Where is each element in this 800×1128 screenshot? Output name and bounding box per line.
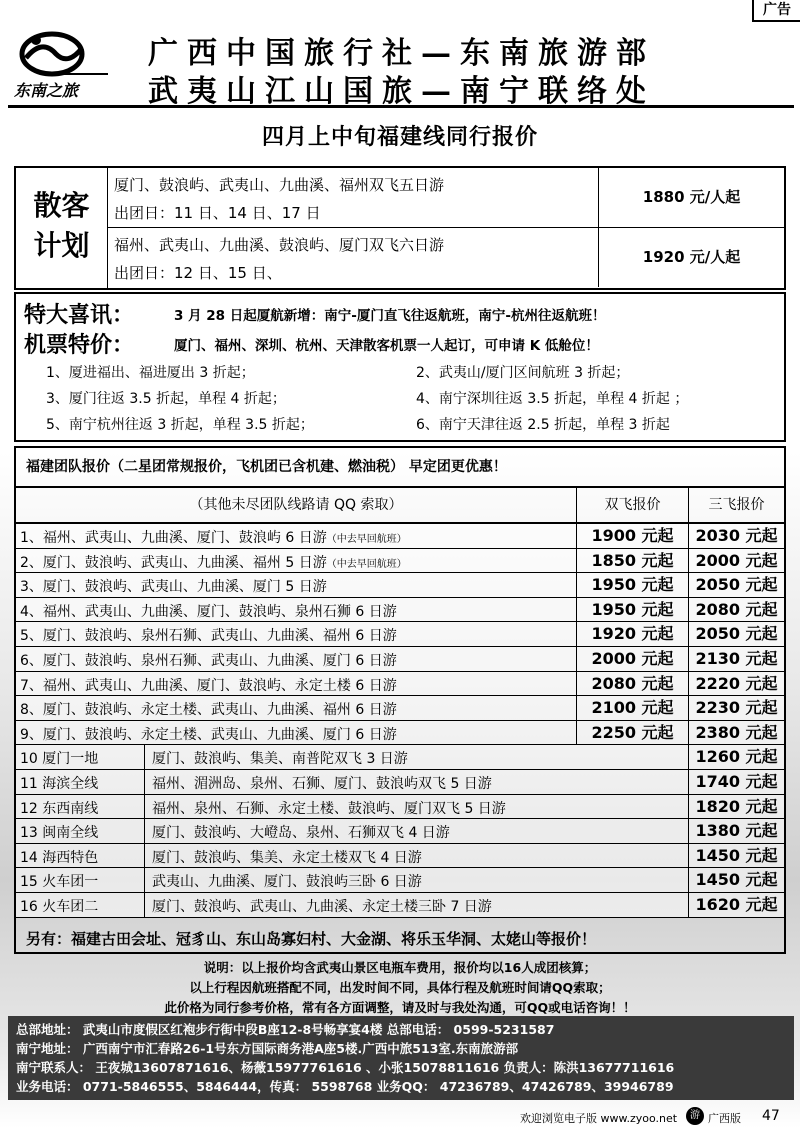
double-price: 2250 元起 xyxy=(591,722,674,742)
triple-price-cell xyxy=(688,573,784,597)
discount-item: 3、厦门往返 3.5 折起，单程 4 折起； xyxy=(46,391,286,407)
double-price: 1950 元起 xyxy=(591,599,674,619)
route-text: 5、厦门、鼓浪屿、泉州石狮、武夷山、九曲溪、福州 6 日游 xyxy=(20,628,397,645)
header-line-2: 武夷山江山国旅—南宁联络处 xyxy=(148,74,655,109)
triple-price: 2000 元起 xyxy=(695,550,778,570)
discount-item: 1、厦进福出、福进厦出 3 折起； xyxy=(46,365,255,381)
route-text: 8、厦门、鼓浪屿、永定土楼、武夷山、九曲溪、福州 6 日游 xyxy=(20,702,397,719)
route-text: 福州、泉州、石狮、永定土楼、鼓浪屿、厦门双飞 5 日游 xyxy=(152,800,506,817)
special-offers xyxy=(14,292,786,442)
double-price: 1850 元起 xyxy=(591,550,674,570)
price-cell xyxy=(688,893,784,917)
table-row xyxy=(16,844,784,869)
sanke-row xyxy=(108,168,784,228)
sanke-label xyxy=(16,168,108,288)
discount-item: 4、南宁深圳往返 3.5 折起，单程 4 折起 ； xyxy=(416,391,689,407)
column-divider xyxy=(144,795,145,819)
double-price-cell xyxy=(576,524,688,548)
column-divider xyxy=(144,844,145,868)
discount-item: 2、武夷山/厦门区间航班 3 折起； xyxy=(416,365,630,381)
header-line-1: 广西中国旅行社—东南旅游部 xyxy=(148,36,655,71)
route-text: 福州、湄洲岛、泉州、石狮、厦门、鼓浪屿双飞 5 日游 xyxy=(152,775,492,792)
route-note: （中去早回航班） xyxy=(326,534,407,545)
line-name: 14 海西特色 xyxy=(20,849,99,866)
contact-line: 南宁地址： 广西南宁市汇春路26-1号东方国际商务港A座5楼.广西中旅513室.东南旅游部 xyxy=(16,1041,519,1056)
route-cell xyxy=(20,699,397,719)
double-price: 1900 元起 xyxy=(591,526,674,545)
double-price-cell xyxy=(576,598,688,622)
table-row xyxy=(16,696,784,721)
table-row xyxy=(16,893,784,918)
note-line: 以上行程因航班搭配不同，出发时间不同，具体行程及航班时间请QQ索取； xyxy=(189,980,611,995)
special-news-text: 3 月 28 日起厦航新增：南宁-厦门直飞往返航班，南宁-杭州往返航班！ xyxy=(174,308,606,324)
table-row xyxy=(16,672,784,697)
triple-price-cell xyxy=(688,721,784,745)
table-row xyxy=(16,795,784,820)
triple-price-cell xyxy=(688,696,784,720)
col-double-header: 双飞报价 xyxy=(576,488,688,522)
group-table-header xyxy=(16,486,784,524)
price-cell xyxy=(688,868,784,892)
route-cell xyxy=(20,576,327,596)
ticket-offer-text: 厦门、福州、深圳、杭州、天津散客机票一人起订，可申请 K 低舱位！ xyxy=(174,338,599,354)
note-line: 说明：以上报价均含武夷山景区电瓶车费用，报价均以16人成团核算； xyxy=(203,960,597,975)
triple-price: 2220 元起 xyxy=(695,673,778,693)
route-text: 厦门、鼓浪屿、集美、南普陀双飞 3 日游 xyxy=(152,751,408,768)
triple-price-cell xyxy=(688,672,784,696)
sanke-row xyxy=(108,228,784,288)
triple-price: 2380 元起 xyxy=(695,722,778,742)
route-text: 4、福州、武夷山、九曲溪、厦门、鼓浪屿、泉州石狮 6 日游 xyxy=(20,603,397,620)
double-price: 2000 元起 xyxy=(591,648,674,668)
triple-price: 2080 元起 xyxy=(695,599,778,619)
triple-price: 2050 元起 xyxy=(695,624,778,644)
column-divider xyxy=(144,819,145,843)
column-divider xyxy=(144,893,145,917)
sanke-plan xyxy=(14,166,786,290)
table-row xyxy=(16,573,784,598)
notes xyxy=(0,958,800,1018)
footer-site: 欢迎浏览电子版 www.zyoo.net xyxy=(520,1112,678,1125)
route-text: 2、厦门、鼓浪屿、武夷山、九曲溪、福州 5 日游 xyxy=(20,554,327,571)
triple-price-cell xyxy=(688,524,784,548)
header xyxy=(8,22,794,108)
double-price-cell xyxy=(576,721,688,745)
group-title: 福建团队报价（二星团常规报价，飞机团已含机建、燃油税） 早定团更优惠！ xyxy=(26,459,507,475)
triple-price-cell xyxy=(688,598,784,622)
double-price-cell xyxy=(576,622,688,646)
route-cell xyxy=(20,552,407,572)
price: 1450 元起 xyxy=(695,870,778,890)
table-row xyxy=(16,647,784,672)
triple-price-cell xyxy=(688,549,784,573)
line-name: 12 东西南线 xyxy=(20,800,99,817)
price: 1620 元起 xyxy=(695,894,778,914)
price: 1260 元起 xyxy=(695,747,778,767)
table-row xyxy=(16,622,784,647)
ad-badge: 广告 xyxy=(752,0,800,22)
price-cell xyxy=(688,770,784,794)
route-text: 7、福州、武夷山、九曲溪、厦门、鼓浪屿、永定土楼 6 日游 xyxy=(20,677,397,694)
line-name: 16 火车团二 xyxy=(20,898,99,915)
route-text: 厦门、鼓浪屿、武夷山、九曲溪、永定土楼三卧 7 日游 xyxy=(152,898,492,915)
discount-item: 5、南宁杭州往返 3 折起，单程 3.5 折起； xyxy=(46,417,314,433)
double-price: 1950 元起 xyxy=(591,575,674,595)
table-row xyxy=(16,524,784,549)
route-text: 9、厦门、鼓浪屿、永定土楼、武夷山、九曲溪、厦门 6 日游 xyxy=(20,726,397,743)
price-cell xyxy=(688,795,784,819)
page-title: 四月上中旬福建线同行报价 xyxy=(261,125,538,150)
note-line: 此价格为同行参考价格，常有各方面调整，请及时与我处沟通，可QQ或电话咨询！！ xyxy=(164,1000,636,1015)
sanke-dates: 出团日：11 日、14 日、17 日 xyxy=(114,204,321,222)
route-text: 厦门、鼓浪屿、大嶝岛、泉州、石狮双飞 4 日游 xyxy=(152,825,450,842)
double-price: 2080 元起 xyxy=(591,673,674,693)
table-row xyxy=(16,549,784,574)
triple-price-cell xyxy=(688,622,784,646)
line-name: 15 火车团一 xyxy=(20,874,99,891)
price: 1740 元起 xyxy=(695,771,778,791)
route-cell xyxy=(20,675,397,695)
triple-price: 2030 元起 xyxy=(695,526,778,545)
special-news-heading: 特大喜讯： xyxy=(24,302,135,328)
group-table-body xyxy=(16,524,784,918)
triple-price: 2130 元起 xyxy=(695,648,778,668)
column-divider xyxy=(144,745,145,769)
column-divider xyxy=(144,770,145,794)
route-cell xyxy=(20,625,397,645)
route-text: 6、厦门、鼓浪屿、泉州石狮、武夷山、九曲溪、厦门 6 日游 xyxy=(20,652,397,669)
table-row xyxy=(16,745,784,770)
double-price-cell xyxy=(576,672,688,696)
table-row xyxy=(16,721,784,746)
double-price-cell xyxy=(576,573,688,597)
double-price-cell xyxy=(576,696,688,720)
sanke-label-line1: 散客 xyxy=(33,189,90,222)
route-cell xyxy=(20,527,407,547)
double-price: 1920 元起 xyxy=(591,624,674,644)
route-cell xyxy=(20,650,397,670)
contact-panel xyxy=(8,1016,794,1100)
contact-line: 业务电话： 0771-5846555、5846444，传真： 5598768 业务QQ： 47236789、47426789、39946789 xyxy=(16,1079,674,1094)
table-row xyxy=(16,868,784,893)
line-name: 10 厦门一地 xyxy=(20,751,99,768)
sanke-price: 1920 元/人起 xyxy=(598,228,784,287)
table-row xyxy=(16,819,784,844)
ticket-offer-heading: 机票特价： xyxy=(24,332,135,358)
sanke-dates: 出团日：12 日、15 日、 xyxy=(114,264,282,282)
sanke-route: 厦门、鼓浪屿、武夷山、九曲溪、福州双飞五日游 xyxy=(114,176,445,194)
column-divider xyxy=(144,868,145,892)
price: 1820 元起 xyxy=(695,796,778,816)
triple-price: 2050 元起 xyxy=(695,575,778,595)
route-cell xyxy=(20,724,397,744)
page-number: 47 xyxy=(762,1108,780,1124)
col-route-header: （其他未尽团队线路请 QQ 索取） xyxy=(189,497,403,513)
contact-line: 总部地址： 武夷山市度假区红袍步行街中段B座12-8号畅享宴4楼 总部电话： 0599-5231587 xyxy=(16,1022,555,1037)
footer-edition: 广西版 xyxy=(708,1112,741,1125)
table-row xyxy=(16,770,784,795)
route-cell xyxy=(20,601,397,621)
discount-item: 6、南宁天津往返 2.5 折起，单程 3 折起 xyxy=(416,417,670,433)
footer-circle-icon: 游 xyxy=(686,1107,704,1125)
price-cell xyxy=(688,844,784,868)
also-note: 另有：福建古田会址、冠豸山、东山岛寡妇村、大金湖、将乐玉华洞、太姥山等报价！ xyxy=(26,930,597,948)
price-cell xyxy=(688,819,784,843)
contact-line: 南宁联系人： 王夜城13607871616、杨薇15977761616 、小张15078811616 负责人：陈洪13677711616 xyxy=(16,1060,675,1075)
route-text: 1、福州、武夷山、九曲溪、厦门、鼓浪屿 6 日游 xyxy=(20,530,327,546)
price-cell xyxy=(688,745,784,769)
footer xyxy=(0,1106,800,1128)
route-note: （中去早回航班） xyxy=(326,558,407,570)
double-price-cell xyxy=(576,647,688,671)
sanke-price: 1880 元/人起 xyxy=(598,168,784,227)
double-price: 2100 元起 xyxy=(591,698,674,718)
line-name: 13 闽南全线 xyxy=(20,825,99,842)
price: 1380 元起 xyxy=(695,821,778,841)
table-row xyxy=(16,598,784,623)
sanke-label-line2: 计划 xyxy=(33,229,90,262)
triple-price: 2230 元起 xyxy=(695,698,778,718)
route-text: 厦门、鼓浪屿、集美、永定土楼双飞 4 日游 xyxy=(152,849,422,866)
sanke-route: 福州、武夷山、九曲溪、鼓浪屿、厦门双飞六日游 xyxy=(114,236,445,254)
route-text: 3、厦门、鼓浪屿、武夷山、九曲溪、厦门 5 日游 xyxy=(20,579,327,596)
triple-price-cell xyxy=(688,647,784,671)
route-text: 武夷山、九曲溪、厦门、鼓浪屿三卧 6 日游 xyxy=(152,874,422,891)
line-name: 11 海滨全线 xyxy=(20,775,99,792)
price: 1450 元起 xyxy=(695,845,778,865)
group-quotes xyxy=(14,446,786,954)
double-price-cell xyxy=(576,549,688,573)
col-triple-header: 三飞报价 xyxy=(688,488,784,522)
logo-text: 东南之旅 xyxy=(14,81,79,100)
